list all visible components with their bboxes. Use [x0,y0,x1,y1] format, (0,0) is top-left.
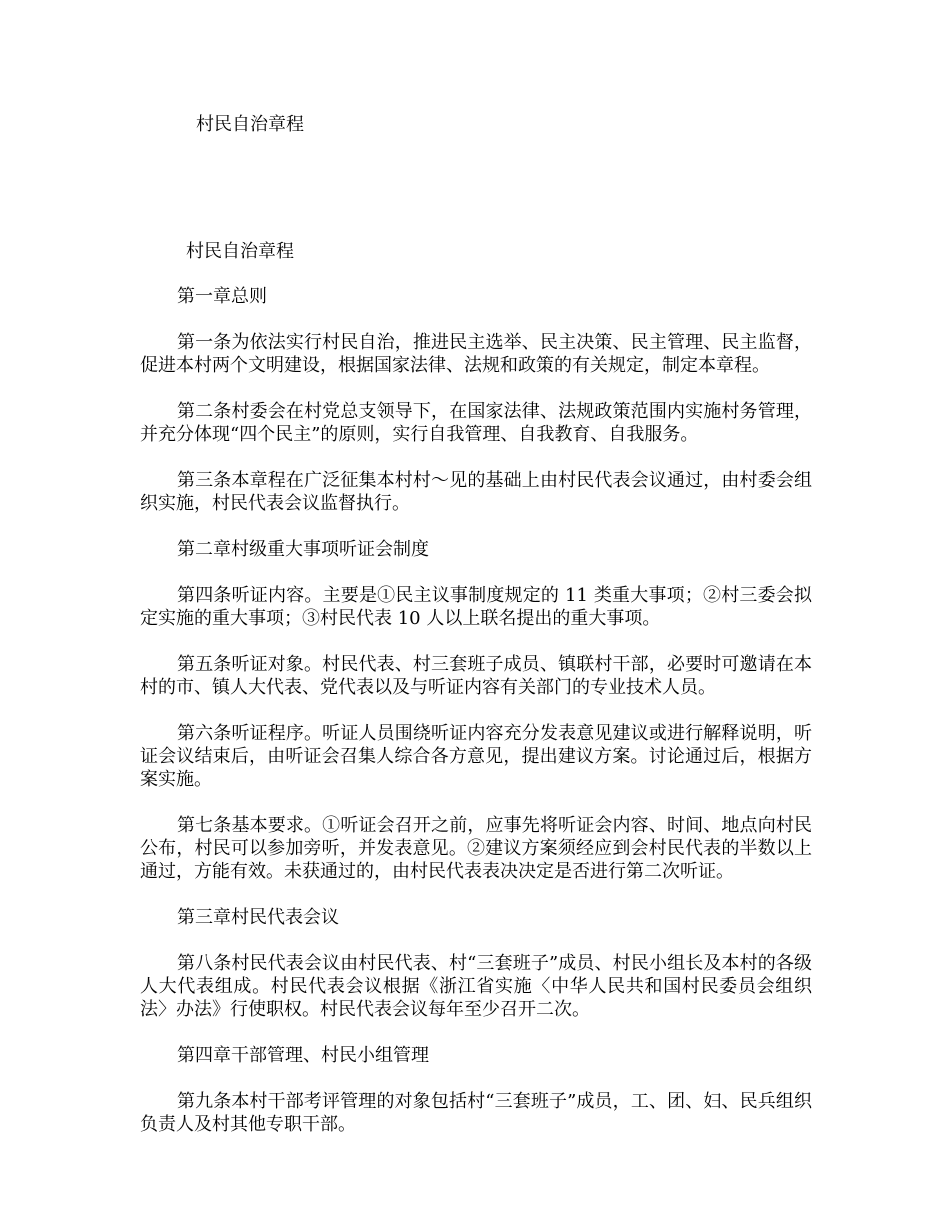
article-paragraph: 第六条听证程序。听证人员围绕听证内容充分发表意见建议或进行解释说明，听证会议结束后，由听证会召集人综合各方意见，提出建议方案。讨论通过后，根据方案实施。 [140,723,812,790]
article-paragraph: 第三条本章程在广泛征集本村村～见的基础上由村民代表会议通过，由村委会组织实施，村民代表会议监督执行。 [140,470,812,514]
chapter-heading: 第四章干部管理、村民小组管理 [177,1045,429,1066]
article-paragraph: 第九条本村干部考评管理的对象包括村“三套班子”成员，工、团、妇、民兵组织负责人及村其他专职干部。 [140,1091,812,1135]
article-paragraph: 第七条基本要求。①听证会召开之前，应事先将听证会内容、时间、地点向村民公布，村民可以参加旁听，并发表意见。②建议方案须经应到会村民代表的半数以上通过，方能有效。未获通过的，由村民代表表决决定是否进行第二次听证。 [140,815,812,882]
article-paragraph: 第四条听证内容。主要是①民主议事制度规定的 11 类重大事项；②村三委会拟定实施的重大事项；③村民代表 10 人以上联名提出的重大事项。 [140,585,812,629]
article-paragraph: 第一条为依法实行村民自治，推进民主选举、民主决策、民主管理、民主监督，促进本村两个文明建设，根据国家法律、法规和政策的有关规定，制定本章程。 [140,332,812,376]
document-header-title: 村民自治章程 [196,114,304,135]
article-paragraph: 第八条村民代表会议由村民代表、村“三套班子”成员、村民小组长及本村的各级人大代表组成。村民代表会议根据《浙江省实施〈中华人民共和国村民委员会组织法〉办法》行使职权。村民代表会议每年至少召开二次。 [140,953,812,1020]
document-title: 村民自治章程 [186,241,294,262]
article-paragraph: 第五条听证对象。村民代表、村三套班子成员、镇联村干部，必要时可邀请在本村的市、镇人大代表、党代表以及与听证内容有关部门的专业技术人员。 [140,654,812,698]
chapter-heading: 第三章村民代表会议 [177,907,339,928]
document-body [140,285,812,1159]
chapter-heading: 第一章总则 [177,286,267,307]
article-paragraph: 第二条村委会在村党总支领导下，在国家法律、法规政策范围内实施村务管理，并充分体现“四个民主”的原则，实行自我管理、自我教育、自我服务。 [140,401,812,445]
chapter-heading: 第二章村级重大事项听证会制度 [177,539,429,560]
